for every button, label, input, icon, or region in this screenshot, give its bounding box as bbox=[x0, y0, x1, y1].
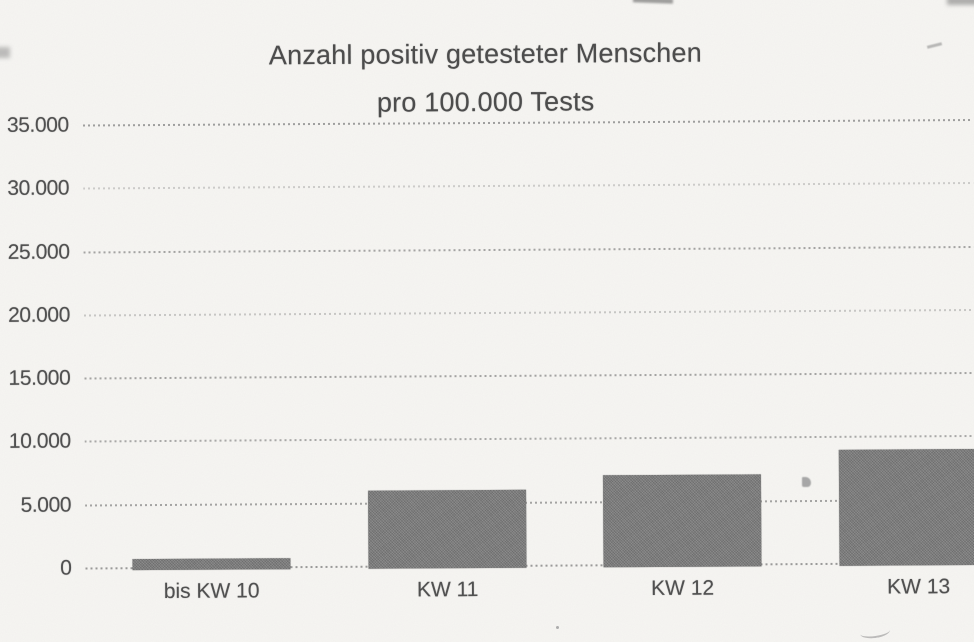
y-axis-tick-label: 10.000 bbox=[8, 429, 71, 454]
y-axis-tick-label: 0 bbox=[60, 556, 72, 580]
gridline-y-20000 bbox=[84, 309, 974, 316]
chart-title bbox=[0, 27, 973, 129]
y-axis-tick-label: 30.000 bbox=[7, 176, 70, 201]
x-axis-category-label: KW 12 bbox=[651, 576, 715, 601]
gridline-y-30000 bbox=[83, 182, 973, 189]
y-axis-tick-label: 5.000 bbox=[20, 493, 72, 517]
bar-bis-kw-10 bbox=[132, 558, 290, 570]
y-axis-tick-label: 35.000 bbox=[6, 113, 69, 137]
bar-kw-11 bbox=[368, 490, 526, 569]
y-axis-tick-label: 20.000 bbox=[8, 303, 71, 327]
gridline-y-15000 bbox=[84, 372, 974, 379]
x-axis-category-label: KW 13 bbox=[887, 575, 951, 599]
bar-kw-12 bbox=[603, 474, 762, 567]
y-axis-tick-label: 15.000 bbox=[8, 366, 71, 391]
y-axis-tick-label: 25.000 bbox=[7, 240, 70, 264]
gridline-y-10000 bbox=[85, 435, 974, 442]
gridline-y-25000 bbox=[84, 246, 974, 253]
x-axis-category-label: KW 11 bbox=[416, 578, 479, 602]
chart-title-line1: Anzahl positiv getesteter Menschen bbox=[268, 37, 702, 71]
x-axis-category-label: bis KW 10 bbox=[163, 579, 260, 603]
bar-kw-13 bbox=[839, 449, 974, 566]
chart-title-line2: pro 100.000 Tests bbox=[376, 86, 595, 118]
